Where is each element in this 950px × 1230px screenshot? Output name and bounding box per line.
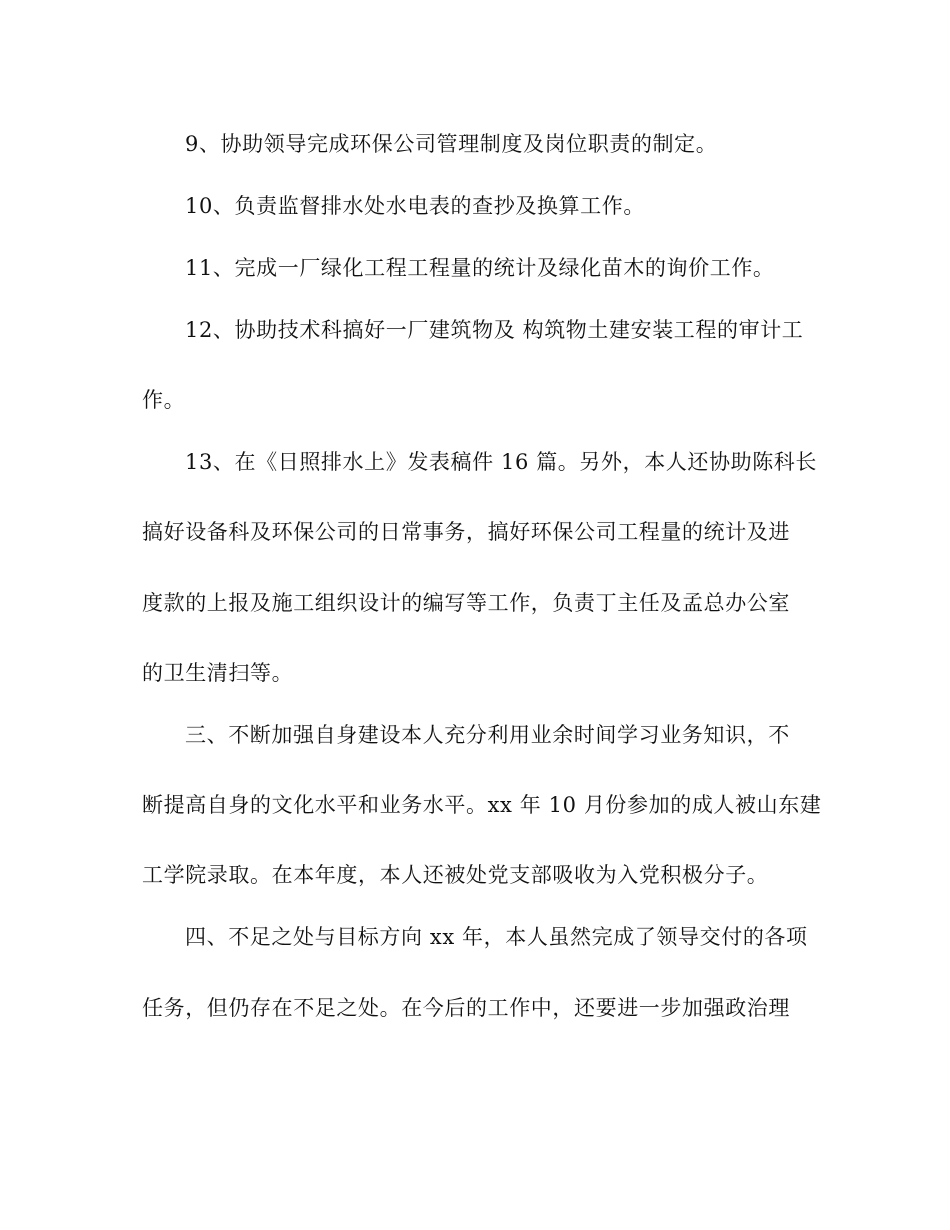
section-4-line-1: 四、不足之处与目标方向 xx 年，本人虽然完成了领导交付的各项 bbox=[185, 925, 808, 949]
section-3-line-3: 工学院录取。在本年度，本人还被处党支部吸收为入党积极分子。 bbox=[142, 863, 769, 887]
item-13-line-1: 13、在《日照排水上》发表稿件 16 篇。另外，本人还协助陈科长 bbox=[185, 450, 817, 474]
item-13-line-4: 的卫生清扫等。 bbox=[142, 661, 294, 685]
section-3-line-2: 断提高自身的文化水平和业务水平。xx 年 10 月份参加的成人被山东建 bbox=[142, 793, 822, 817]
section-4-line-2: 任务，但仍存在不足之处。在今后的工作中，还要进一步加强政治理 bbox=[142, 996, 790, 1020]
item-10-line: 10、负责监督排水处水电表的查抄及换算工作。 bbox=[185, 194, 645, 218]
section-3-line-1: 三、不断加强自身建设本人充分利用业余时间学习业务知识，不 bbox=[185, 723, 790, 747]
item-12-line-2: 作。 bbox=[142, 388, 186, 412]
item-11-line: 11、完成一厂绿化工程工程量的统计及绿化苗木的询价工作。 bbox=[185, 256, 775, 280]
item-13-line-3: 度款的上报及施工组织设计的编写等工作，负责丁主任及孟总办公室 bbox=[142, 591, 790, 615]
item-13-line-2: 搞好设备科及环保公司的日常事务，搞好环保公司工程量的统计及进 bbox=[142, 520, 790, 544]
item-12-line-1: 12、协助技术科搞好一厂建筑物及 构筑物土建安装工程的审计工 bbox=[185, 318, 804, 342]
item-9-line: 9、协助领导完成环保公司管理制度及岗位职责的制定。 bbox=[185, 132, 718, 156]
